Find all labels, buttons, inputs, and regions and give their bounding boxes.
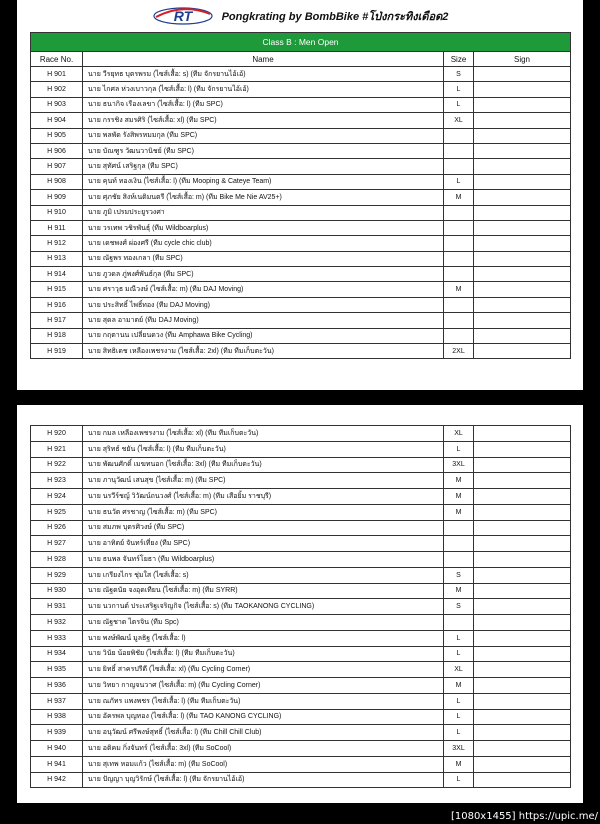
sign-cell (474, 583, 571, 599)
shirt-size (444, 267, 474, 282)
sign-cell (474, 282, 571, 297)
sign-cell (474, 441, 571, 457)
race-number: H 933 (31, 630, 83, 646)
participant-name: นาย นวกานต์ ประเสริฐเจริญกิจ (ไซส์เสื้อ: s) (ทีม TAOKANONG CYCLING) (83, 599, 444, 615)
table-row (31, 159, 571, 174)
table-row (31, 536, 571, 552)
shirt-size: M (444, 504, 474, 520)
table-row (31, 772, 571, 788)
participant-name: นาย ภูวดล ภู่พงศ์พันธ์กุล (ทีม SPC) (83, 267, 444, 282)
sign-cell (474, 489, 571, 505)
shirt-size: L (444, 630, 474, 646)
table-row (31, 457, 571, 473)
sign-cell (474, 756, 571, 772)
table-row (31, 236, 571, 251)
race-number: H 927 (31, 536, 83, 552)
race-number: H 935 (31, 662, 83, 678)
sign-cell (474, 251, 571, 266)
table-row (31, 599, 571, 615)
race-number: H 924 (31, 489, 83, 505)
race-number: H 918 (31, 328, 83, 343)
sign-cell (474, 297, 571, 312)
shirt-size (444, 251, 474, 266)
sign-cell (474, 772, 571, 788)
sign-cell (474, 97, 571, 112)
table-row (31, 174, 571, 189)
race-number: H 913 (31, 251, 83, 266)
table-row (31, 113, 571, 128)
table-row (31, 344, 571, 359)
participant-name: นาย ศุภชัย สิงห์เนติมนตรี (ไซส์เสื้อ: m) (ทีม Bike Me Nie AV25+) (83, 190, 444, 205)
brand-title: Pongkrating by BombBike #โป่งกระทิงเดือด2 (221, 11, 449, 23)
shirt-size: M (444, 489, 474, 505)
shirt-size (444, 205, 474, 220)
shirt-size (444, 615, 474, 631)
sign-cell (474, 159, 571, 174)
participant-name: นาย ณัฐดนัย จงอุดเทียน (ไซส์เสื้อ: m) (ทีม SYRR) (83, 583, 444, 599)
race-number: H 938 (31, 709, 83, 725)
race-number: H 921 (31, 441, 83, 457)
race-number: H 926 (31, 520, 83, 536)
shirt-size: XL (444, 426, 474, 442)
table-row (31, 583, 571, 599)
race-number: H 901 (31, 67, 83, 82)
participant-name: นาย วรเทพ วชิรพันธุ์ (ทีม Wildboarplus) (83, 220, 444, 235)
shirt-size: L (444, 97, 474, 112)
shirt-size (444, 236, 474, 251)
race-number: H 936 (31, 678, 83, 694)
participant-name: นาย พงษ์พัฒน์ มูลธิฐ (ไซส์เสื้อ: l) (83, 630, 444, 646)
race-number: H 907 (31, 159, 83, 174)
participant-name: นาย ไกศล ห่วงเบาวกุล (ไซส์เสื้อ: l) (ทีม จักรยานไอ้เอ้) (83, 82, 444, 97)
race-number: H 902 (31, 82, 83, 97)
participant-name: นาย พัฒนศักดิ์ เมฆทนอก (ไซส์เสื้อ: 3xl) (ทีม ทีมเก็บตะวัน) (83, 457, 444, 473)
sign-cell (474, 599, 571, 615)
table-row (31, 615, 571, 631)
race-logo-icon (152, 5, 214, 27)
sign-cell (474, 741, 571, 757)
shirt-size: M (444, 678, 474, 694)
table-row (31, 741, 571, 757)
table-row (31, 646, 571, 662)
race-number: H 909 (31, 190, 83, 205)
shirt-size (444, 143, 474, 158)
sign-cell (474, 190, 571, 205)
race-number: H 919 (31, 344, 83, 359)
table-row (31, 489, 571, 505)
race-number: H 903 (31, 97, 83, 112)
sign-cell (474, 267, 571, 282)
race-number: H 941 (31, 756, 83, 772)
race-number: H 940 (31, 741, 83, 757)
race-number: H 908 (31, 174, 83, 189)
sign-cell (474, 662, 571, 678)
sign-cell (474, 473, 571, 489)
shirt-size (444, 328, 474, 343)
table-row (31, 190, 571, 205)
sign-header: Sign (474, 52, 571, 67)
table-row (31, 205, 571, 220)
sign-cell (474, 615, 571, 631)
sign-cell (474, 520, 571, 536)
sheet-page-1 (17, 0, 583, 390)
sign-cell (474, 67, 571, 82)
table-row (31, 693, 571, 709)
race-number: H 910 (31, 205, 83, 220)
participant-name: นาย ประสิทธิ์ ไพธิ์ทอง (ทีม DAJ Moving) (83, 297, 444, 312)
sign-cell (474, 536, 571, 552)
table-row (31, 567, 571, 583)
shirt-size: 3XL (444, 741, 474, 757)
shirt-size: M (444, 473, 474, 489)
sign-cell (474, 693, 571, 709)
sign-cell (474, 552, 571, 568)
sign-cell (474, 205, 571, 220)
table-row (31, 504, 571, 520)
column-header-row (31, 52, 571, 67)
table-row (31, 82, 571, 97)
participant-name: นาย อัครพล บุญทอง (ไซส์เสื้อ: l) (ทีม TAO KANONG CYCLING) (83, 709, 444, 725)
table-row (31, 441, 571, 457)
shirt-size: M (444, 756, 474, 772)
race-number: H 937 (31, 693, 83, 709)
logo-text: RT (173, 8, 192, 24)
sign-cell (474, 220, 571, 235)
sign-cell (474, 82, 571, 97)
sign-cell (474, 113, 571, 128)
sheet-page-2 (17, 405, 583, 803)
participant-name: นาย ธนพล จันทร์โยธา (ทีม Wildboarplus) (83, 552, 444, 568)
shirt-size: 2XL (444, 344, 474, 359)
shirt-size: M (444, 282, 474, 297)
shirt-size: L (444, 772, 474, 788)
race-number: H 929 (31, 567, 83, 583)
participant-name: นาย อนุวัฒน์ ศรีพงษ์สุทธิ์ (ไซส์เสื้อ: l) (ทีม Chill Chill Club) (83, 725, 444, 741)
participant-name: นาย วิทยา กาญจนวาศ (ไซส์เสื้อ: m) (ทีม Cycling Corner) (83, 678, 444, 694)
shirt-size (444, 520, 474, 536)
class-title: Class B : Men Open (31, 33, 571, 52)
shirt-size: S (444, 67, 474, 82)
participant-name: นาย กฤตานน เปลี่ยนดวง (ทีม Amphawa Bike Cycling) (83, 328, 444, 343)
race-number: H 939 (31, 725, 83, 741)
shirt-size (444, 220, 474, 235)
sign-cell (474, 725, 571, 741)
participant-name: นาย ภานุวัฒน์ เสนสุข (ไซส์เสื้อ: m) (ทีม SPC) (83, 473, 444, 489)
shirt-size: XL (444, 113, 474, 128)
shirt-size: L (444, 725, 474, 741)
participant-name: นาย สุริทธ์ ชยัน (ไซส์เสื้อ: l) (ทีม ทีมเก็บตะวัน) (83, 441, 444, 457)
name-header: Name (83, 52, 444, 67)
table-row (31, 128, 571, 143)
sign-cell (474, 630, 571, 646)
participant-name: นาย ภูมิ เปรมประยูรวงศา (83, 205, 444, 220)
participant-name: นาย อาทิตย์ จันทร์เที่ยง (ทีม SPC) (83, 536, 444, 552)
sign-cell (474, 174, 571, 189)
sign-cell (474, 646, 571, 662)
table-row (31, 709, 571, 725)
participant-name: นาย นรวีร์ชญ์ วิวัฒน์ถนวงศ์ (ไซส์เสื้อ: m) (ทีม เสือยิ้ม ราชบุรี) (83, 489, 444, 505)
table-row (31, 756, 571, 772)
shirt-size: M (444, 583, 474, 599)
race-number: H 906 (31, 143, 83, 158)
participant-name: นาย บัณฑูร วัฒนวานิชย์ (ทีม SPC) (83, 143, 444, 158)
shirt-size (444, 313, 474, 328)
table-row (31, 630, 571, 646)
shirt-size (444, 536, 474, 552)
race-number: H 942 (31, 772, 83, 788)
shirt-size: S (444, 599, 474, 615)
table-row (31, 143, 571, 158)
sign-cell (474, 457, 571, 473)
participant-name: นาย สิทธิเดช เหลืองเพชรงาม (ไซส์เสื้อ: 2xl) (ทีม ทีมเก็บตะวัน) (83, 344, 444, 359)
race-number: H 915 (31, 282, 83, 297)
participant-name: นาย กมล เหลืองเพชรงาม (ไซส์เสื้อ: xl) (ทีม ทีมเก็บตะวัน) (83, 426, 444, 442)
table-row (31, 297, 571, 312)
participant-name: นาย กรรชิง สมรศิริ (ไซส์เสื้อ: xl) (ทีม SPC) (83, 113, 444, 128)
sign-cell (474, 344, 571, 359)
sign-cell (474, 236, 571, 251)
participant-name: นาย สุดล อามาตย์ (ทีม DAJ Moving) (83, 313, 444, 328)
sign-cell (474, 143, 571, 158)
race-number: H 912 (31, 236, 83, 251)
table-row (31, 220, 571, 235)
sign-cell (474, 709, 571, 725)
table-row (31, 251, 571, 266)
participant-name: นาย สุทัศน์ เสริฐกุล (ทีม SPC) (83, 159, 444, 174)
table-row (31, 552, 571, 568)
participant-name: นาย คุนท์ ทองเงิน (ไซส์เสื้อ: l) (ทีม Mooping & Cateye Team) (83, 174, 444, 189)
race-number: H 934 (31, 646, 83, 662)
table-row (31, 282, 571, 297)
race-number: H 917 (31, 313, 83, 328)
participant-name: นาย ศราวุธ มณีวงษ์ (ไซส์เสื้อ: m) (ทีม DAJ Moving) (83, 282, 444, 297)
table-row (31, 662, 571, 678)
shirt-size: L (444, 82, 474, 97)
race-number: H 931 (31, 599, 83, 615)
start-list-table-2 (30, 425, 571, 788)
race-number: H 914 (31, 267, 83, 282)
start-list-table-1 (30, 32, 571, 359)
sign-cell (474, 567, 571, 583)
table-row (31, 313, 571, 328)
shirt-size: L (444, 646, 474, 662)
shirt-size (444, 297, 474, 312)
table-row (31, 267, 571, 282)
participant-name: นาย เดชพงศ์ ผ่องศรี (ทีม cycle chic club) (83, 236, 444, 251)
shirt-size: M (444, 190, 474, 205)
race-number: H 911 (31, 220, 83, 235)
participant-name: นาย ณัฐชาต ไตรจิน (ทีม Spc) (83, 615, 444, 631)
participant-name: นาย ณภัทร แพงพชร (ไซส์เสื้อ: l) (ทีม ทีมเก็บตะวัน) (83, 693, 444, 709)
participant-name: นาย ปัญญา บุญวิรักษ์ (ไซส์เสื้อ: l) (ทีม จักรยานไอ้เอ้) (83, 772, 444, 788)
shirt-size (444, 159, 474, 174)
shirt-size (444, 552, 474, 568)
race-number: H 920 (31, 426, 83, 442)
sign-cell (474, 426, 571, 442)
sign-cell (474, 504, 571, 520)
image-watermark: [1080x1455] https://upic.me/ (450, 811, 598, 822)
sign-cell (474, 313, 571, 328)
shirt-size: L (444, 693, 474, 709)
table-row (31, 97, 571, 112)
race-number: H 905 (31, 128, 83, 143)
class-title-row (31, 33, 571, 52)
race-number: H 904 (31, 113, 83, 128)
shirt-size: L (444, 174, 474, 189)
sign-cell (474, 678, 571, 694)
race-number: H 930 (31, 583, 83, 599)
participant-name: นาย เกรียงไกร ชุ่มใส (ไซส์เสื้อ: s) (83, 567, 444, 583)
participant-name: นาย ธนากิจ เรืองเลขา (ไซส์เสื้อ: l) (ทีม SPC) (83, 97, 444, 112)
race-number: H 916 (31, 297, 83, 312)
participant-name: นาย วีรยุทธ บุตรพรม (ไซส์เสื้อ: s) (ทีม จักรยานไอ้เอ้) (83, 67, 444, 82)
table-row (31, 678, 571, 694)
race-number: H 923 (31, 473, 83, 489)
race-number: H 925 (31, 504, 83, 520)
sign-cell (474, 128, 571, 143)
table-row (31, 725, 571, 741)
participant-name: นาย ณัฐพร ทองเกลา (ทีม SPC) (83, 251, 444, 266)
race-number: H 922 (31, 457, 83, 473)
race-number: H 932 (31, 615, 83, 631)
shirt-size: 3XL (444, 457, 474, 473)
participant-name: นาย อติคม กิ่งจันทร์ (ไซส์เสื้อ: 3xl) (ทีม SoCool) (83, 741, 444, 757)
shirt-size (444, 128, 474, 143)
participant-name: นาย วินัย น้อยพิชัย (ไซส์เสื้อ: l) (ทีม ทีมเก็บตะวัน) (83, 646, 444, 662)
table-row (31, 473, 571, 489)
size-header: Size (444, 52, 474, 67)
participant-name: นาย ธนวัต ศรชาญ (ไซส์เสื้อ: m) (ทีม SPC) (83, 504, 444, 520)
race-no-header: Race No. (31, 52, 83, 67)
table-row (31, 426, 571, 442)
participant-name: นาย สมภพ บุตรศิวงษ์ (ทีม SPC) (83, 520, 444, 536)
table-row (31, 67, 571, 82)
shirt-size: S (444, 567, 474, 583)
table-row (31, 328, 571, 343)
participant-name: นาย ยิทธิ์ สาครปรีดี (ไซส์เสื้อ: xl) (ทีม Cycling Corner) (83, 662, 444, 678)
participant-name: นาย พลพัด รังสิพรหมมกุล (ทีม SPC) (83, 128, 444, 143)
shirt-size: L (444, 441, 474, 457)
race-number: H 928 (31, 552, 83, 568)
sign-cell (474, 328, 571, 343)
shirt-size: L (444, 709, 474, 725)
shirt-size: XL (444, 662, 474, 678)
document-header (17, 0, 583, 32)
participant-name: นาย สุเทพ หอมแก้ว (ไซส์เสื้อ: m) (ทีม SoCool) (83, 756, 444, 772)
table-row (31, 520, 571, 536)
